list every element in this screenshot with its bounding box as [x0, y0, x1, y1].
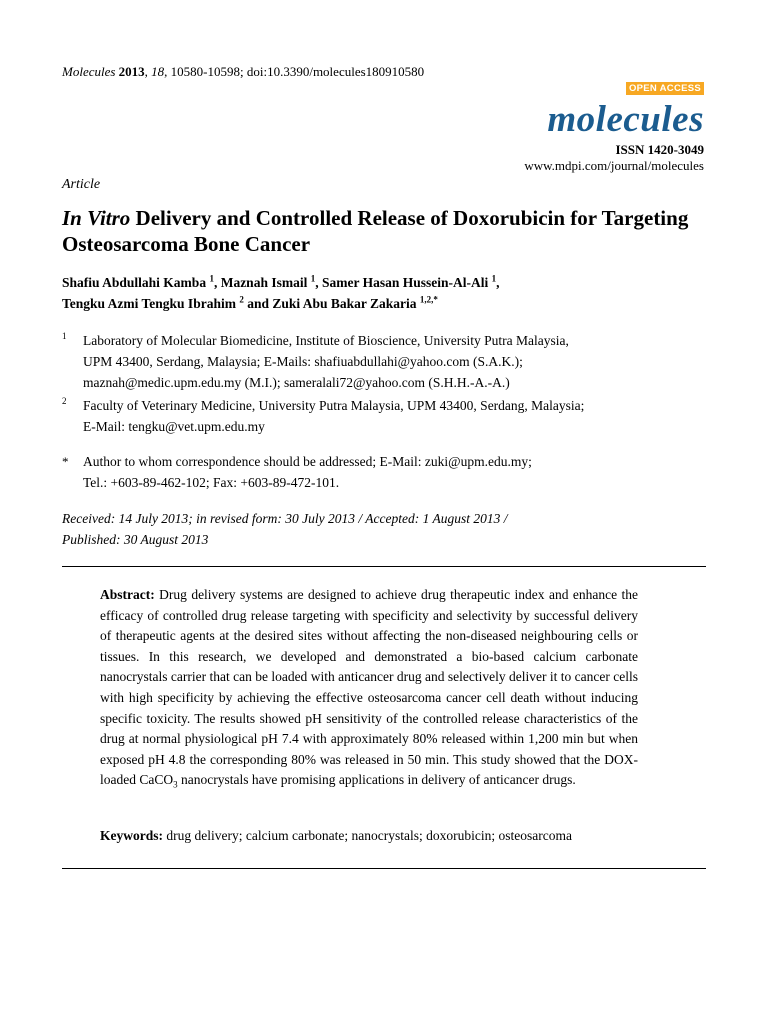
affiliation-line: UPM 43400, Serdang, Malaysia; E-Mails: shafiuabdullahi@yahoo.com (S.A.K.);: [83, 354, 523, 369]
author-affiliation-mark: 2: [239, 294, 244, 305]
correspondence-line: Tel.: +603-89-462-102; Fax: +603-89-472-101.: [83, 475, 340, 490]
affiliation-line: E-Mail: tengku@vet.upm.edu.my: [83, 419, 265, 434]
citation-line: Molecules 2013, 18, 10580-10598; doi:10.3390/molecules180910580: [62, 64, 425, 79]
affiliation-line: Laboratory of Molecular Biomedicine, Institute of Bioscience, University Putra Malaysia,: [83, 333, 569, 348]
abstract-text: nanocrystals have promising applications in delivery of anticancer drugs.: [177, 772, 576, 788]
author-name: and Zuki Abu Bakar Zakaria: [243, 296, 417, 311]
affiliation-line: Faculty of Veterinary Medicine, University Putra Malaysia, UPM 43400, Serdang, Malaysia;: [83, 398, 585, 413]
author-name: , Samer Hasan Hussein-Al-Ali: [315, 275, 489, 290]
affiliation-mark: 1: [62, 331, 67, 341]
citation-doi: , 10580-10598; doi:10.3390/molecules180910580: [164, 64, 425, 79]
abstract-text: Drug delivery systems are designed to achieve drug therapeutic index and enhance the efficacy of controlled drug release targeting with specificity and selectivity by successful delivery of therapeutic agents at the desired sites without affecting the non-diseased neighbouring cells or tissues. In this research, we developed and demonstrated a bio-based calcium carbonate nanocrystals carrier that can be loaded with anticancer drug and selectively deliver it to cancer cells with high specificity by achieving the effective osteosarcoma cancer cell death without inducing specific toxicity. The results showed pH sensitivity of the controlled release characteristics of the drug at normal physiological pH 7.4 with approximately 80% released within 1,200 min but when exposed pH 4.8 the corresponding 80% was released in 50 min. This study showed that the DOX-loaded: [100, 587, 638, 788]
citation-volume: 18: [151, 64, 165, 79]
author-list: [62, 272, 712, 314]
abstract-label: Abstract:: [100, 587, 155, 602]
dates-line: Received: 14 July 2013; in revised form: 30 July 2013 / Accepted: 1 August 2013 /: [62, 511, 508, 526]
affiliation-mark: 2: [62, 396, 67, 406]
title-italic: In Vitro: [62, 206, 131, 230]
keywords-label: Keywords:: [100, 828, 163, 843]
citation-year: 2013: [118, 64, 145, 79]
formula: [139, 772, 178, 791]
dates-line: Published: 30 August 2013: [62, 532, 209, 547]
article-type: Article: [62, 177, 101, 192]
author-name: Tengku Azmi Tengku Ibrahim: [62, 296, 236, 311]
author-name: , Maznah Ismail: [213, 275, 308, 290]
paper-title: [62, 205, 712, 257]
affiliation-2: [62, 395, 712, 437]
journal-url-link[interactable]: www.mdpi.com/journal/molecules: [524, 158, 704, 173]
corresponding-star: *: [433, 294, 438, 305]
issn: ISSN 1420-3049: [615, 142, 704, 157]
correspondence-mark: *: [62, 454, 69, 469]
correspondence-line: Author to whom correspondence should be addressed; E-Mail: zuki@upm.edu.my;: [83, 454, 532, 469]
keywords-text: drug delivery; calcium carbonate; nanocrystals; doxorubicin; osteosarcoma: [163, 828, 572, 843]
keywords: [100, 828, 660, 844]
correspondence: [62, 451, 712, 493]
divider-bottom: [62, 868, 706, 869]
affiliation-1: [62, 330, 712, 393]
author-affiliation-mark: 1: [491, 273, 497, 284]
author-affiliation-mark: 1: [209, 273, 214, 284]
affiliation-numbers: 1,2,: [419, 294, 434, 305]
citation-journal: Molecules: [62, 64, 116, 79]
author-name: Shafiu Abdullahi Kamba: [62, 275, 207, 290]
abstract: [100, 585, 638, 791]
open-access-badge: OPEN ACCESS: [626, 82, 704, 95]
journal-logo: molecules: [547, 99, 704, 140]
author-affiliation-mark: [420, 295, 438, 305]
publication-dates: [62, 508, 712, 550]
author-affiliation-mark: 1: [310, 273, 316, 284]
formula-main: CaCO: [139, 772, 174, 788]
divider-top: [62, 566, 706, 567]
formula-subscript: 3: [173, 780, 178, 791]
author-separator: ,: [496, 275, 500, 290]
title-rest: Delivery and Controlled Release of Doxorubicin for Targeting Osteosarcoma Bone Cancer: [62, 206, 689, 256]
affiliation-line: maznah@medic.upm.edu.my (M.I.); sameralali72@yahoo.com (S.H.H.-A.-A.): [83, 375, 510, 390]
